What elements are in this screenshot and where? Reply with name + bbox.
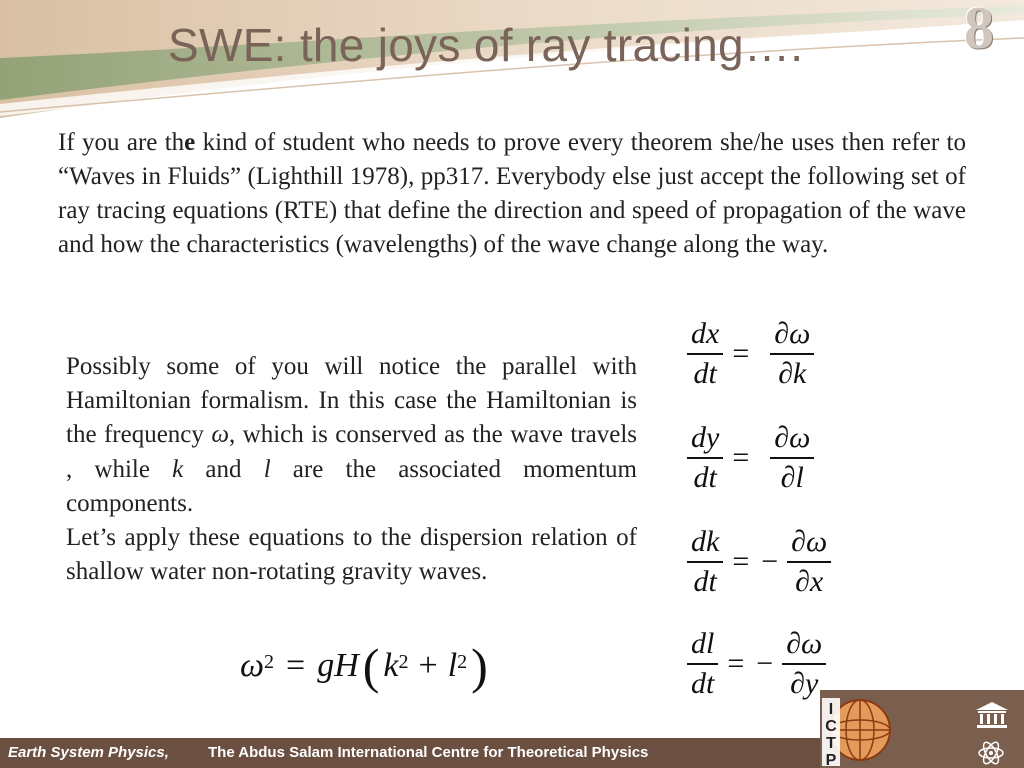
rhs-numerator: ∂ω [787,526,831,563]
ictp-globe-logo [818,690,894,768]
gh-term: gH [317,647,359,684]
lhs-denominator: dt [693,357,717,390]
iaea-atom-icon [976,740,1006,766]
k-exponent: 2 [398,650,409,673]
omega-exponent: 2 [264,650,275,673]
lhs-fraction [687,422,723,494]
lhs-denominator: dt [693,461,717,494]
dispersion-relation [240,638,492,694]
intro-text-part2: kind of student who needs to prove every theorem she/he uses then refer to “Waves in Fluids” (Lighthill 1978), pp317. Everybody else just accept the following set of ray tracing equations (RTE) that define the direction and speed of propagation of the wave and how the characteristics (wavelengths) of the wave change along the way. [58,129,966,258]
logo-letter-i: I [828,701,834,718]
rhs-numerator: ∂ω [770,422,814,459]
footer-course-label: Earth System Physics, [8,744,169,761]
minus-sign: − [761,545,779,578]
lhs-denominator: dt [693,565,717,598]
rhs-numerator: ∂ω [782,628,826,665]
rhs-fraction [770,422,814,494]
lhs-numerator: dx [687,318,723,355]
lhs-numerator: dy [687,422,723,459]
rhs-denominator: ∂l [780,461,804,494]
slide-title: SWE: the joys of ray tracing…. [168,19,804,71]
l-symbol: l [263,455,271,483]
intro-paragraph [58,126,966,262]
hamilton-paragraph [66,350,637,589]
equals-sign: = [732,337,750,370]
rhs-denominator: ∂y [790,667,819,700]
k-symbol: k [172,455,184,483]
close-paren: ) [471,638,488,694]
ray-equation-l [684,628,829,700]
rhs-fraction [770,318,814,390]
omega-symbol: ω [211,421,229,449]
ray-equation-x [684,318,817,390]
lhs-fraction [687,526,723,598]
lhs-denominator: dt [691,667,715,700]
rhs-numerator: ∂ω [770,318,814,355]
intro-bold-letter: e [184,129,196,156]
logo-letter-c: C [825,718,837,735]
rhs-denominator: ∂k [778,357,807,390]
omega-term: ω [240,647,265,684]
hamilton-text-4: are the associated momentum components. [66,455,637,517]
equals-sign: = [732,441,750,474]
hamilton-text-5: Let’s apply these equations to the dispersion relation of shallow water non-rotating gravity waves. [66,524,637,586]
lhs-fraction [687,318,723,390]
intro-text-part1: If you are th [58,129,185,156]
l-term: l [447,647,458,684]
equals-sign: = [727,647,745,680]
rhs-denominator: ∂x [795,565,824,598]
open-paren: ( [362,638,380,694]
footer-organization: The Abdus Salam International Centre for Theoretical Physics [208,744,649,761]
hamilton-text-1: Possibly some of you will notice the parallel with Hamiltonian formalism. In this case the Hamiltonian is the frequency [66,353,637,449]
slide-number: 8 [964,0,994,61]
k-term: k [383,647,399,684]
ray-equation-y [684,422,817,494]
unesco-temple-icon [972,700,1012,730]
plus-sign: + [418,647,438,684]
logo-letter-p: P [825,752,837,768]
minus-sign: − [756,647,774,680]
equals-sign: = [732,545,750,578]
lhs-numerator: dl [687,628,718,665]
equals-sign: = [286,647,306,684]
hamilton-text-2: , which is conserved as the wave travels , while [66,421,637,483]
lhs-fraction [687,628,718,700]
logo-letter-t: T [826,735,836,752]
hamilton-text-3: and [183,455,264,483]
l-exponent: 2 [457,650,468,673]
ray-equation-k [684,526,834,598]
lhs-numerator: dk [687,526,723,563]
rhs-fraction [787,526,831,598]
